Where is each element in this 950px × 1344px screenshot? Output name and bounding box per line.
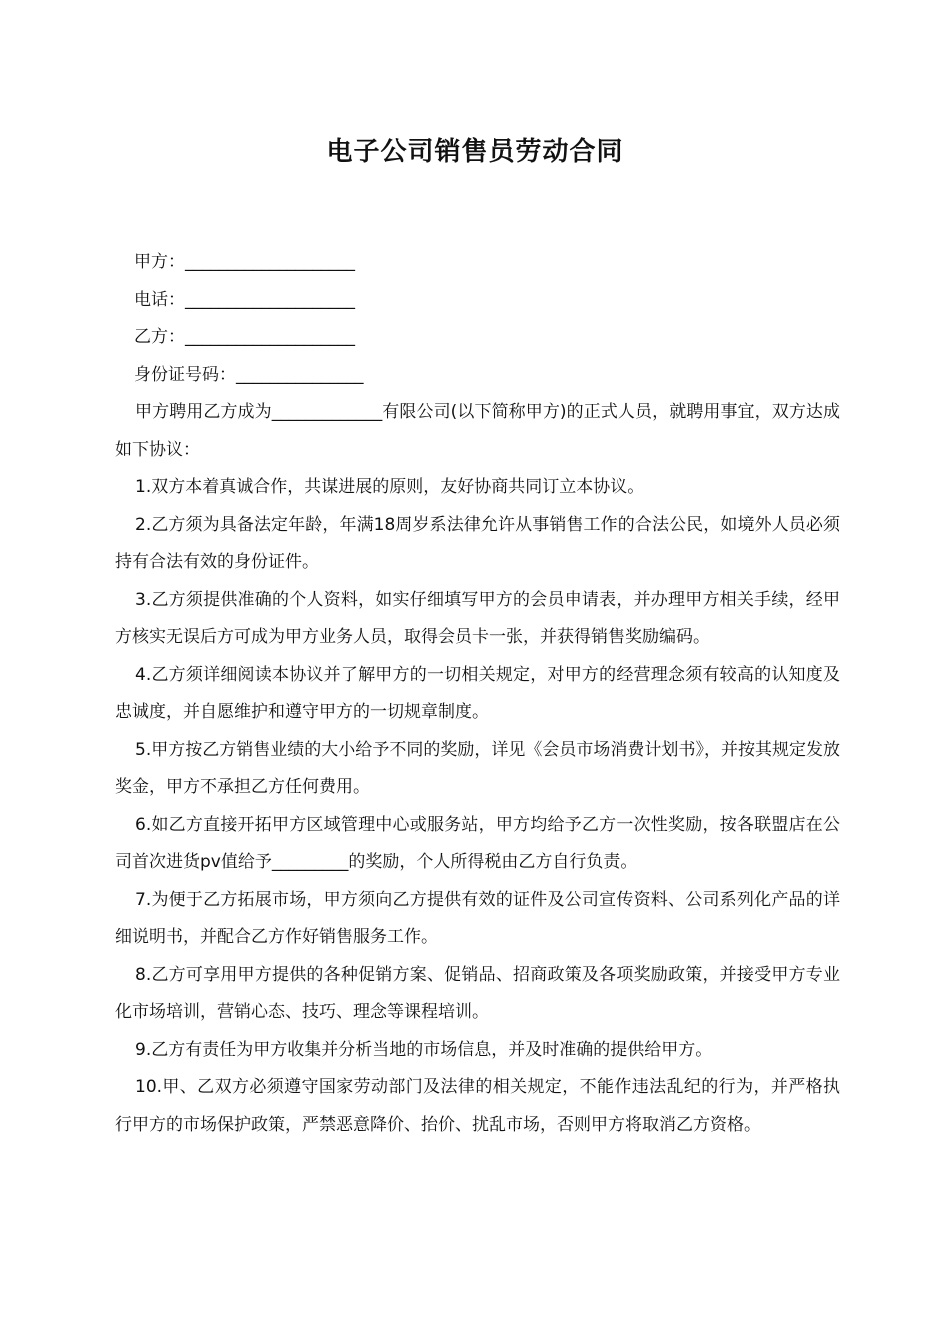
clause-10: 10.甲、乙双方必须遵守国家劳动部门及法律的相关规定，不能作违法乱纪的行为，并严格执行甲方的市场保护政策，严禁恶意降价、抬价、扰乱市场，否则甲方将取消乙方资格。 — [115, 1077, 840, 1135]
party-b-field: 乙方：____________________ — [134, 327, 355, 347]
clause-3: 3.乙方须提供准确的个人资料，如实仔细填写甲方的会员申请表，并办理甲方相关手续，经甲方核实无误后方可成为甲方业务人员，取得会员卡一张，并获得销售奖励编码。 — [115, 589, 840, 647]
intro-paragraph: 甲方聘用乙方成为_____________有限公司(以下简称甲方)的正式人员，就聘用事宜，双方达成如下协议： — [115, 402, 840, 460]
party-fields — [134, 244, 834, 394]
clause-1: 1.双方本着真诚合作，共谋进展的原则，友好协商共同订立本协议。 — [135, 477, 645, 497]
clause-7: 7.为便于乙方拓展市场，甲方须向乙方提供有效的证件及公司宣传资料、公司系列化产品的详细说明书，并配合乙方作好销售服务工作。 — [115, 889, 840, 947]
clause-9: 9.乙方有责任为甲方收集并分析当地的市场信息，并及时准确的提供给甲方。 — [135, 1039, 713, 1060]
id-number-field: 身份证号码：_______________ — [134, 364, 364, 385]
party-a-field: 甲方：____________________ — [134, 252, 355, 272]
document-title: 电子公司销售员劳动合同 — [326, 137, 624, 167]
phone-field: 电话：____________________ — [134, 289, 355, 310]
clause-4: 4.乙方须详细阅读本协议并了解甲方的一切相关规定，对甲方的经营理念须有较高的认知度及忠诚度，并自愿维护和遵守甲方的一切规章制度。 — [115, 664, 840, 722]
clause-8: 8.乙方可享用甲方提供的各种促销方案、促销品、招商政策及各项奖励政策，并接受甲方专业化市场培训，营销心态、技巧、理念等课程培训。 — [115, 964, 840, 1022]
clause-2: 2.乙方须为具备法定年龄，年满18周岁系法律允许从事销售工作的合法公民，如境外人员必须持有合法有效的身份证件。 — [115, 514, 840, 572]
clause-5: 5.甲方按乙方销售业绩的大小给予不同的奖励，详见《会员市场消费计划书》，并按其规定发放奖金，甲方不承担乙方任何费用。 — [115, 739, 840, 797]
contract-body — [115, 394, 840, 1144]
clause-6: 6.如乙方直接开拓甲方区域管理中心或服务站，甲方均给予乙方一次性奖励，按各联盟店在公司首次进货pv值给予_________的奖励，个人所得税由乙方自行负责。 — [115, 814, 840, 872]
